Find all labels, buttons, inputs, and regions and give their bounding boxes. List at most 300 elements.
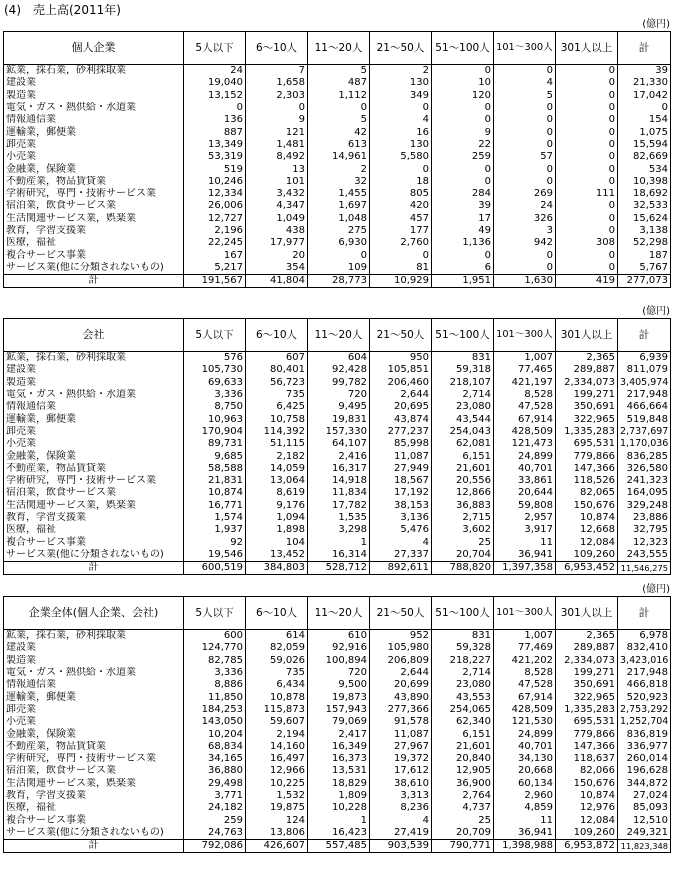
value-cell: 91,578 <box>370 716 432 728</box>
value-cell: 36,880 <box>184 765 246 777</box>
value-cell: 2 <box>308 163 370 175</box>
total-cell: 1,630 <box>494 275 556 288</box>
value-cell: 1,075 <box>618 126 671 138</box>
value-cell: 8,528 <box>494 389 556 401</box>
table-row <box>4 814 671 826</box>
column-header: 51～100人 <box>432 32 494 65</box>
value-cell: 26,006 <box>184 200 246 212</box>
value-cell: 147,366 <box>556 463 618 475</box>
value-cell: 25 <box>432 814 494 826</box>
value-cell: 124,770 <box>184 642 246 654</box>
value-cell: 1,007 <box>494 352 556 365</box>
sales-table <box>3 596 671 853</box>
table-row <box>4 163 671 175</box>
value-cell: 38,153 <box>370 500 432 512</box>
table-row <box>4 667 671 679</box>
value-cell: 2,714 <box>432 389 494 401</box>
value-cell: 120 <box>432 90 494 102</box>
value-cell: 150,676 <box>556 778 618 790</box>
value-cell: 0 <box>184 102 246 114</box>
column-header: 21～50人 <box>370 32 432 65</box>
value-cell: 9,685 <box>184 450 246 462</box>
value-cell: 326 <box>494 213 556 225</box>
value-cell: 735 <box>246 667 308 679</box>
value-cell: 101 <box>246 176 308 188</box>
value-cell: 52,298 <box>618 237 671 249</box>
value-cell: 4,859 <box>494 802 556 814</box>
table-row <box>4 188 671 200</box>
value-cell: 2,737,697 <box>618 426 671 438</box>
industry-label: 運輸業，郵便業 <box>6 413 76 425</box>
value-cell: 0 <box>556 139 618 151</box>
value-cell: 6,930 <box>308 237 370 249</box>
table-row <box>4 450 671 462</box>
value-cell: 121,530 <box>494 716 556 728</box>
value-cell: 720 <box>308 389 370 401</box>
table-row <box>4 642 671 654</box>
value-cell: 24 <box>184 65 246 78</box>
value-cell: 438 <box>246 225 308 237</box>
value-cell: 109,260 <box>556 827 618 840</box>
value-cell: 20,699 <box>370 679 432 691</box>
industry-label: 小売業 <box>6 438 36 450</box>
value-cell: 105,980 <box>370 642 432 654</box>
value-cell: 2,714 <box>432 667 494 679</box>
table-row <box>4 237 671 249</box>
industry-label: 複合サービス事業 <box>6 249 86 261</box>
value-cell: 59,328 <box>432 642 494 654</box>
value-cell: 20,840 <box>432 753 494 765</box>
value-cell: 196,628 <box>618 765 671 777</box>
value-cell: 831 <box>432 352 494 365</box>
value-cell: 34,165 <box>184 753 246 765</box>
industry-label: 製造業 <box>6 89 36 101</box>
value-cell: 67,914 <box>494 413 556 425</box>
value-cell: 10,963 <box>184 413 246 425</box>
industry-label: 小売業 <box>6 151 36 163</box>
table-row <box>4 512 671 524</box>
total-cell: 1,398,988 <box>494 840 556 853</box>
value-cell: 8,619 <box>246 487 308 499</box>
value-cell: 3,336 <box>184 667 246 679</box>
value-cell: 49 <box>432 225 494 237</box>
value-cell: 613 <box>308 139 370 151</box>
table-row <box>4 716 671 728</box>
industry-label: 医療，福祉 <box>6 802 56 814</box>
value-cell: 16,771 <box>184 500 246 512</box>
value-cell: 19,546 <box>184 549 246 562</box>
value-cell: 14,160 <box>246 741 308 753</box>
value-cell: 836,819 <box>618 728 671 740</box>
value-cell: 0 <box>556 249 618 261</box>
section-header: 個人企業 <box>4 32 184 65</box>
value-cell: 20,668 <box>494 765 556 777</box>
value-cell: 14,918 <box>308 475 370 487</box>
value-cell: 124 <box>246 814 308 826</box>
value-cell: 150,676 <box>556 500 618 512</box>
value-cell: 1 <box>308 536 370 548</box>
value-cell: 0 <box>556 213 618 225</box>
value-cell: 82,669 <box>618 151 671 163</box>
value-cell: 10,228 <box>308 802 370 814</box>
value-cell: 249,321 <box>618 827 671 840</box>
value-cell: 284 <box>432 188 494 200</box>
value-cell: 11,834 <box>308 487 370 499</box>
value-cell: 23,080 <box>432 679 494 691</box>
industry-label: 不動産業，物品賃貸業 <box>6 462 106 474</box>
value-cell: 39 <box>618 65 671 78</box>
value-cell: 3,313 <box>370 790 432 802</box>
industry-label: 建設業 <box>6 77 36 89</box>
total-cell: 528,712 <box>308 562 370 575</box>
value-cell: 130 <box>370 77 432 89</box>
value-cell: 12,905 <box>432 765 494 777</box>
value-cell: 4 <box>370 536 432 548</box>
value-cell: 6,434 <box>246 679 308 691</box>
value-cell: 187 <box>618 249 671 261</box>
value-cell: 164,095 <box>618 487 671 499</box>
value-cell: 1,898 <box>246 524 308 536</box>
value-cell: 92,428 <box>308 364 370 376</box>
value-cell: 576 <box>184 352 246 365</box>
value-cell: 3,136 <box>370 512 432 524</box>
value-cell: 24 <box>494 200 556 212</box>
value-cell: 82,065 <box>556 487 618 499</box>
value-cell: 92,916 <box>308 642 370 654</box>
value-cell: 3,771 <box>184 790 246 802</box>
value-cell: 0 <box>556 163 618 175</box>
value-cell: 40,701 <box>494 741 556 753</box>
industry-label: 医療，福祉 <box>6 237 56 249</box>
column-header: 301人以上 <box>556 597 618 630</box>
value-cell: 27,967 <box>370 741 432 753</box>
value-cell: 2,365 <box>556 630 618 643</box>
industry-label: 学術研究，専門・技術サービス業 <box>6 753 156 765</box>
value-cell: 100,894 <box>308 655 370 667</box>
value-cell: 14,059 <box>246 463 308 475</box>
value-cell: 10,398 <box>618 176 671 188</box>
value-cell: 695,531 <box>556 716 618 728</box>
industry-label: 宿泊業，飲食サービス業 <box>6 487 116 499</box>
table-row <box>4 463 671 475</box>
value-cell: 1,335,283 <box>556 704 618 716</box>
header-row <box>4 597 671 630</box>
value-cell: 3,917 <box>494 524 556 536</box>
value-cell: 12,334 <box>184 188 246 200</box>
total-cell: 6,953,872 <box>556 840 618 853</box>
value-cell: 13,806 <box>246 827 308 840</box>
industry-label: 教育，学習支援業 <box>6 512 86 523</box>
value-cell: 0 <box>556 90 618 102</box>
value-cell: 12,976 <box>556 802 618 814</box>
column-header: 51～100人 <box>432 597 494 630</box>
value-cell: 38,610 <box>370 778 432 790</box>
value-cell: 836,285 <box>618 450 671 462</box>
value-cell: 350,691 <box>556 679 618 691</box>
value-cell: 43,874 <box>370 413 432 425</box>
industry-label: 生活関連サービス業，娯楽業 <box>6 777 136 789</box>
value-cell: 11,087 <box>370 450 432 462</box>
total-cell: 28,773 <box>308 275 370 288</box>
value-cell: 520,923 <box>618 691 671 703</box>
value-cell: 3,336 <box>184 389 246 401</box>
value-cell: 10,758 <box>246 413 308 425</box>
table-row <box>4 549 671 562</box>
value-cell: 308 <box>556 237 618 249</box>
value-cell: 36,900 <box>432 778 494 790</box>
value-cell: 2,416 <box>308 450 370 462</box>
value-cell: 13,452 <box>246 549 308 562</box>
column-header: 11～20人 <box>308 319 370 352</box>
value-cell: 184,253 <box>184 704 246 716</box>
value-cell: 6,151 <box>432 728 494 740</box>
value-cell: 121 <box>246 126 308 138</box>
value-cell: 0 <box>494 126 556 138</box>
value-cell: 12,323 <box>618 536 671 548</box>
value-cell: 0 <box>494 114 556 126</box>
value-cell: 12,510 <box>618 814 671 826</box>
value-cell: 19,873 <box>308 691 370 703</box>
total-row <box>4 275 671 288</box>
value-cell: 805 <box>370 188 432 200</box>
value-cell: 167 <box>184 249 246 261</box>
value-cell: 0 <box>432 249 494 261</box>
value-cell: 0 <box>556 151 618 163</box>
value-cell: 3,405,974 <box>618 377 671 389</box>
value-cell: 2,753,292 <box>618 704 671 716</box>
value-cell: 16,317 <box>308 463 370 475</box>
column-header: 301人以上 <box>556 32 618 65</box>
total-cell: 600,519 <box>184 562 246 575</box>
value-cell: 115,873 <box>246 704 308 716</box>
industry-label: 宿泊業，飲食サービス業 <box>6 200 116 212</box>
value-cell: 428,509 <box>494 426 556 438</box>
table-row <box>4 790 671 802</box>
value-cell: 130 <box>370 139 432 151</box>
value-cell: 534 <box>618 163 671 175</box>
value-cell: 3 <box>494 225 556 237</box>
value-cell: 735 <box>246 389 308 401</box>
value-cell: 4 <box>370 814 432 826</box>
table-row <box>4 200 671 212</box>
value-cell: 3,423,016 <box>618 655 671 667</box>
value-cell: 0 <box>370 102 432 114</box>
value-cell: 36,941 <box>494 827 556 840</box>
value-cell: 887 <box>184 126 246 138</box>
value-cell: 5,767 <box>618 262 671 275</box>
value-cell: 0 <box>494 262 556 275</box>
value-cell: 22 <box>432 139 494 151</box>
column-header: 5人以下 <box>184 32 246 65</box>
value-cell: 0 <box>432 65 494 78</box>
column-header: 11～20人 <box>308 597 370 630</box>
value-cell: 0 <box>494 139 556 151</box>
value-cell: 27,337 <box>370 549 432 562</box>
value-cell: 2,303 <box>246 90 308 102</box>
value-cell: 60,134 <box>494 778 556 790</box>
value-cell: 6,939 <box>618 352 671 365</box>
table-row <box>4 630 671 643</box>
value-cell: 20,695 <box>370 401 432 413</box>
section-header: 会社 <box>4 319 184 352</box>
value-cell: 24,899 <box>494 450 556 462</box>
value-cell: 59,607 <box>246 716 308 728</box>
value-cell: 2,764 <box>432 790 494 802</box>
value-cell: 254,065 <box>432 704 494 716</box>
industry-label: 複合サービス事業 <box>6 536 86 548</box>
total-cell: 384,803 <box>246 562 308 575</box>
table-row <box>4 65 671 78</box>
industry-label: 教育，学習支援業 <box>6 790 86 801</box>
value-cell: 9 <box>432 126 494 138</box>
value-cell: 1,455 <box>308 188 370 200</box>
value-cell: 34,130 <box>494 753 556 765</box>
value-cell: 260,014 <box>618 753 671 765</box>
table-row <box>4 778 671 790</box>
industry-label: 鉱業，採石業，砂利採取業 <box>6 630 126 642</box>
value-cell: 832,410 <box>618 642 671 654</box>
value-cell: 10 <box>432 77 494 89</box>
value-cell: 157,943 <box>308 704 370 716</box>
table-row <box>4 377 671 389</box>
value-cell: 2,365 <box>556 352 618 365</box>
industry-label: 小売業 <box>6 716 36 728</box>
value-cell: 13,064 <box>246 475 308 487</box>
value-cell: 2,196 <box>184 225 246 237</box>
value-cell: 109 <box>308 262 370 275</box>
value-cell: 20,644 <box>494 487 556 499</box>
value-cell: 2,715 <box>432 512 494 524</box>
value-cell: 92 <box>184 536 246 548</box>
total-cell: 557,485 <box>308 840 370 853</box>
column-header: 5人以下 <box>184 319 246 352</box>
industry-label: 情報通信業 <box>6 401 56 413</box>
industry-label: 不動産業，物品賃貸業 <box>6 740 106 752</box>
value-cell: 64,107 <box>308 438 370 450</box>
total-cell: 892,611 <box>370 562 432 575</box>
value-cell: 47,528 <box>494 401 556 413</box>
value-cell: 277,366 <box>370 704 432 716</box>
value-cell: 9,176 <box>246 500 308 512</box>
value-cell: 336,977 <box>618 741 671 753</box>
value-cell: 1,049 <box>246 213 308 225</box>
industry-label: 製造業 <box>6 376 36 388</box>
value-cell: 32,533 <box>618 200 671 212</box>
total-cell: 6,953,452 <box>556 562 618 575</box>
unit-label: (億円) <box>642 584 670 595</box>
industry-label: 学術研究，専門・技術サービス業 <box>6 475 156 487</box>
value-cell: 29,498 <box>184 778 246 790</box>
table-row <box>4 352 671 365</box>
total-cell: 419 <box>556 275 618 288</box>
value-cell: 51,115 <box>246 438 308 450</box>
value-cell: 25 <box>432 536 494 548</box>
value-cell: 20,709 <box>432 827 494 840</box>
sales-table <box>3 31 671 288</box>
value-cell: 0 <box>556 262 618 275</box>
value-cell: 42 <box>308 126 370 138</box>
value-cell: 18 <box>370 176 432 188</box>
header-row <box>4 319 671 352</box>
value-cell: 12,966 <box>246 765 308 777</box>
value-cell: 217,948 <box>618 389 671 401</box>
value-cell: 10,874 <box>184 487 246 499</box>
value-cell: 259 <box>184 814 246 826</box>
value-cell: 4,737 <box>432 802 494 814</box>
value-cell: 157,330 <box>308 426 370 438</box>
industry-label: 不動産業，物品賃貸業 <box>6 175 106 187</box>
value-cell: 39 <box>432 200 494 212</box>
table-row <box>4 139 671 151</box>
table-row <box>4 126 671 138</box>
value-cell: 1,136 <box>432 237 494 249</box>
value-cell: 8,886 <box>184 679 246 691</box>
value-cell: 16,349 <box>308 741 370 753</box>
value-cell: 59,808 <box>494 500 556 512</box>
value-cell: 610 <box>308 630 370 643</box>
value-cell: 466,818 <box>618 679 671 691</box>
value-cell: 1,252,704 <box>618 716 671 728</box>
value-cell: 0 <box>556 77 618 89</box>
column-header: 51～100人 <box>432 319 494 352</box>
column-header: 21～50人 <box>370 597 432 630</box>
value-cell: 4 <box>494 77 556 89</box>
value-cell: 47,528 <box>494 679 556 691</box>
value-cell: 457 <box>370 213 432 225</box>
value-cell: 0 <box>556 176 618 188</box>
value-cell: 16,314 <box>308 549 370 562</box>
value-cell: 99,782 <box>308 377 370 389</box>
column-header: 6～10人 <box>246 319 308 352</box>
value-cell: 322,965 <box>556 691 618 703</box>
table-row <box>4 401 671 413</box>
value-cell: 14,961 <box>308 151 370 163</box>
value-cell: 1,574 <box>184 512 246 524</box>
value-cell: 17,042 <box>618 90 671 102</box>
value-cell: 62,081 <box>432 438 494 450</box>
value-cell: 105,730 <box>184 364 246 376</box>
table-row <box>4 487 671 499</box>
value-cell: 243,555 <box>618 549 671 562</box>
table-row <box>4 426 671 438</box>
value-cell: 13,531 <box>308 765 370 777</box>
value-cell: 11 <box>494 536 556 548</box>
value-cell: 62,340 <box>432 716 494 728</box>
value-cell: 614 <box>246 630 308 643</box>
value-cell: 24,763 <box>184 827 246 840</box>
column-header: 101～300人 <box>494 32 556 65</box>
value-cell: 36,883 <box>432 500 494 512</box>
value-cell: 13,349 <box>184 139 246 151</box>
total-cell: 792,086 <box>184 840 246 853</box>
table-row <box>4 704 671 716</box>
total-row <box>4 840 671 853</box>
value-cell: 199,271 <box>556 389 618 401</box>
value-cell: 2,334,073 <box>556 655 618 667</box>
total-cell: 788,820 <box>432 562 494 575</box>
value-cell: 27,949 <box>370 463 432 475</box>
value-cell: 18,567 <box>370 475 432 487</box>
industry-label: 生活関連サービス業，娯楽業 <box>6 499 136 511</box>
table-row <box>4 151 671 163</box>
table-row <box>4 413 671 425</box>
table-row <box>4 655 671 667</box>
value-cell: 607 <box>246 352 308 365</box>
value-cell: 20,556 <box>432 475 494 487</box>
value-cell: 0 <box>556 65 618 78</box>
value-cell: 322,965 <box>556 413 618 425</box>
value-cell: 720 <box>308 667 370 679</box>
